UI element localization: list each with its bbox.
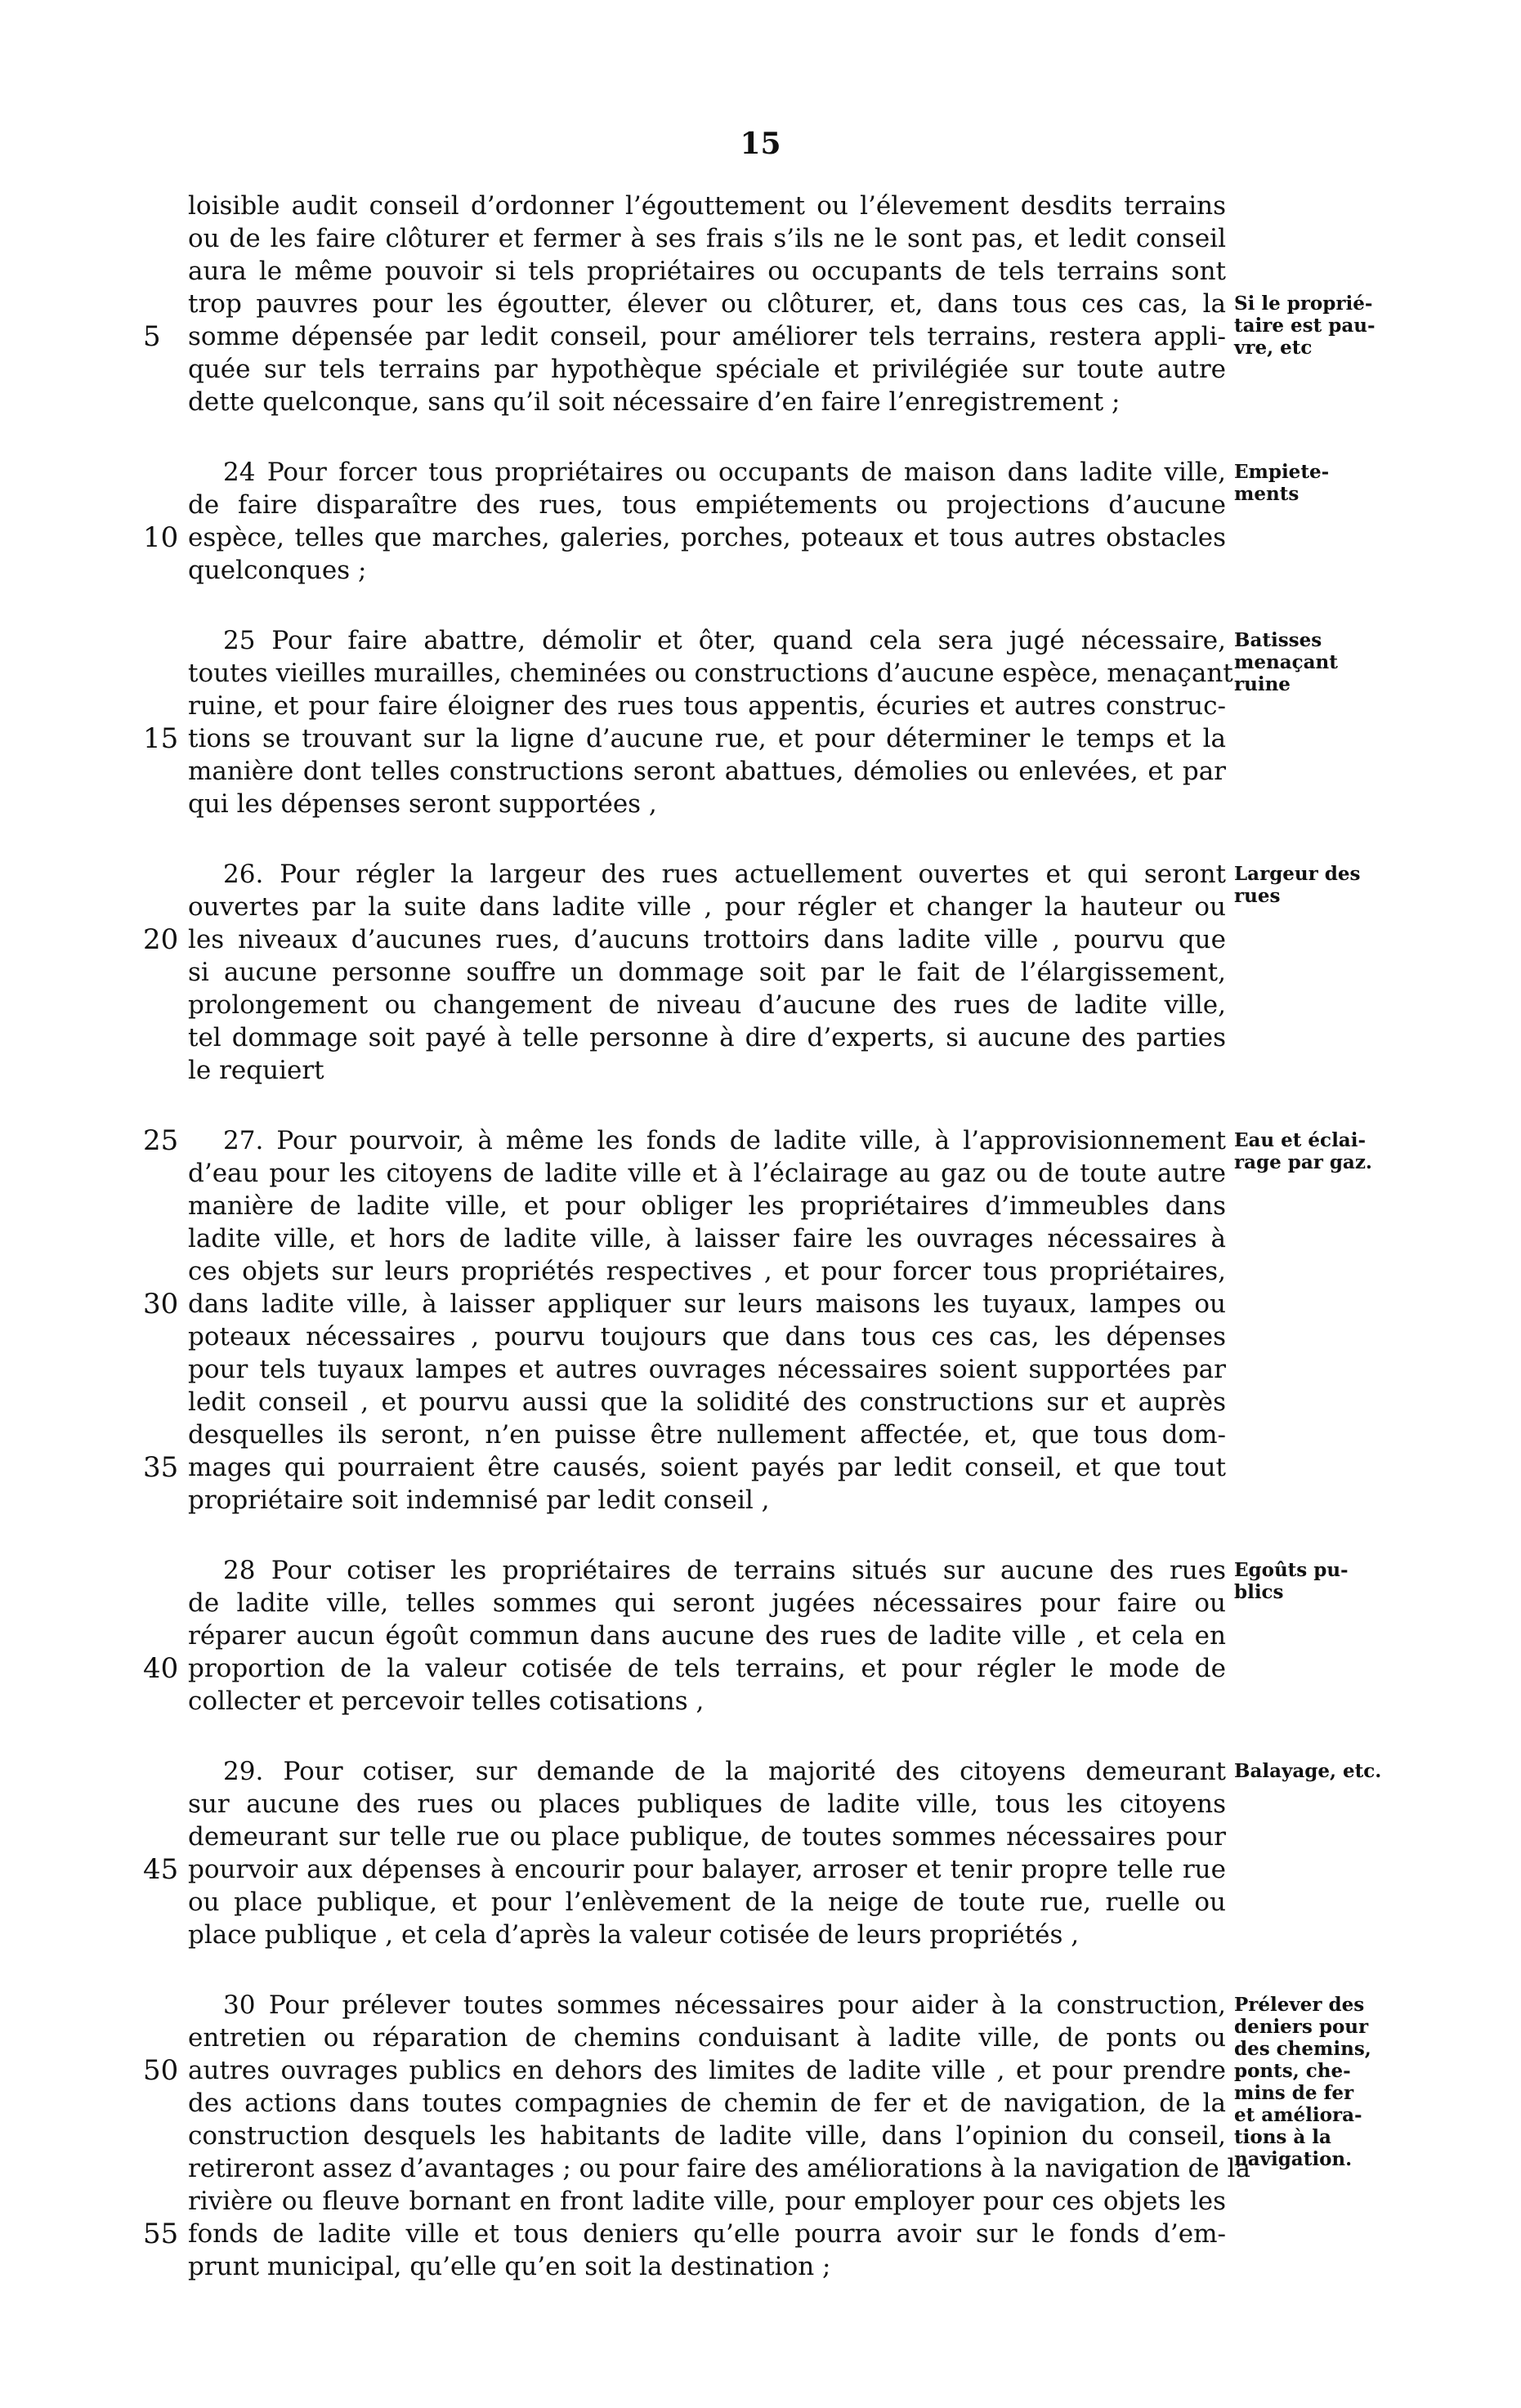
text-line — [188, 489, 1226, 521]
text-line — [188, 1054, 1226, 1087]
margin-note: Eau et éclai- rage par gaz. — [1234, 1129, 1372, 1173]
text-line — [188, 1755, 1226, 1788]
line-text: autres ouvrages publics en dehors des limites de ladite ville , et pour prendre — [188, 2056, 1226, 2085]
line-text: ou de les faire clôturer et fermer à ses frais s’ils ne le sont pas, et ledit conseil — [188, 224, 1226, 253]
line-text: retireront assez d’avantages ; ou pour faire des améliorations à la navigation de la — [188, 2154, 1250, 2183]
line-number: 20 — [143, 923, 179, 956]
line-text: quée sur tels terrains par hypothèque spéciale et privilégiée sur toute autre — [188, 355, 1226, 384]
line-text: 28 Pour cotiser les propriétaires de terrains situés sur aucune des rues — [223, 1556, 1226, 1585]
line-text: manière de ladite ville, et pour obliger les propriétaires d’immeubles dans — [188, 1191, 1226, 1221]
text-line — [188, 1587, 1226, 1619]
line-text: ladite ville, et hors de ladite ville, à laisser faire les ouvrages nécessaires à — [188, 1224, 1226, 1253]
line-number: 50 — [143, 2054, 179, 2087]
line-text: prunt municipal, qu’elle qu’en soit la destination ; — [188, 2252, 831, 2281]
text-line — [188, 1021, 1226, 1054]
text-line — [143, 2054, 1226, 2087]
text-line — [188, 1255, 1226, 1288]
line-text: sur aucune des rues ou places publiques de ladite ville, tous les citoyens — [188, 1789, 1226, 1819]
line-text: d’eau pour les citoyens de ladite ville et à l’éclairage au gaz ou de toute autre — [188, 1159, 1226, 1188]
text-line — [188, 1554, 1226, 1587]
line-text: demeurant sur telle rue ou place publique, de toutes sommes nécessaires pour — [188, 1822, 1226, 1852]
margin-note: Largeur des rues — [1234, 863, 1361, 907]
line-text: loisible audit conseil d’ordonner l’égouttement ou l’élevement desdits terrains — [188, 191, 1226, 221]
paragraph — [143, 1755, 1226, 1951]
text-line — [188, 2250, 1226, 2283]
margin-note: Egoûts pu- blics — [1234, 1559, 1349, 1603]
text-line — [188, 2185, 1226, 2218]
text-line — [188, 1418, 1226, 1451]
text-line — [188, 2087, 1226, 2120]
text-line — [143, 320, 1226, 353]
text-line — [143, 1124, 1226, 1157]
text-line — [188, 2152, 1250, 2185]
text-line — [188, 690, 1226, 722]
paragraph — [143, 456, 1226, 587]
text-line — [188, 1886, 1226, 1919]
line-text: de faire disparaître des rues, tous empiétements ou projections d’aucune — [188, 490, 1226, 520]
line-text: 29. Pour cotiser, sur demande de la majorité des citoyens demeurant — [223, 1757, 1226, 1786]
line-text: quelconques ; — [188, 556, 367, 585]
line-number: 35 — [143, 1451, 179, 1484]
text-line — [188, 1484, 1226, 1517]
line-text: espèce, telles que marches, galeries, porches, poteaux et tous autres obstacles — [188, 523, 1226, 552]
text-line — [143, 923, 1226, 956]
line-text: 25 Pour faire abattre, démolir et ôter, quand cela sera jugé nécessaire, — [223, 626, 1226, 655]
line-number: 30 — [143, 1288, 179, 1320]
text-line — [188, 456, 1226, 489]
line-text: 24 Pour forcer tous propriétaires ou occupants de maison dans ladite ville, — [223, 458, 1226, 487]
text-line — [188, 554, 1226, 587]
paragraph — [143, 1554, 1226, 1718]
line-text: qui les dépenses seront supportées , — [188, 789, 657, 819]
line-text: poteaux nécessaires , pourvu toujours que dans tous ces cas, les dépenses — [188, 1322, 1226, 1351]
text-line — [188, 1222, 1226, 1255]
line-text: place publique , et cela d’après la valeur cotisée de leurs propriétés , — [188, 1920, 1080, 1950]
text-line — [143, 1451, 1226, 1484]
line-text: les niveaux d’aucunes rues, d’aucuns trottoirs dans ladite ville , pourvu que — [188, 925, 1226, 954]
text-line — [188, 1788, 1226, 1821]
text-line — [188, 1989, 1226, 2022]
line-text: de ladite ville, telles sommes qui seront jugées nécessaires pour faire ou — [188, 1588, 1226, 1618]
text-line — [188, 288, 1226, 320]
paragraph — [143, 190, 1226, 418]
text-line — [188, 353, 1226, 386]
line-text: tel dommage soit payé à telle personne à dire d’experts, si aucune des parties — [188, 1023, 1226, 1052]
margin-note: Prélever des deniers pour des chemins, ponts, che- mins de fer et améliora- tions à la navigation. — [1234, 1994, 1371, 2170]
text-line — [188, 1919, 1226, 1951]
text-line — [188, 1190, 1226, 1222]
line-text: proportion de la valeur cotisée de tels terrains, et pour régler le mode de — [188, 1654, 1226, 1683]
text-line — [188, 1386, 1226, 1418]
text-line — [143, 2218, 1226, 2250]
text-line — [188, 2022, 1226, 2054]
line-number: 15 — [143, 722, 179, 755]
line-text: entretien ou réparation de chemins conduisant à ladite ville, de ponts ou — [188, 2023, 1226, 2053]
text-line — [143, 521, 1226, 554]
line-text: mages qui pourraient être causés, soient payés par ledit conseil, et que tout — [188, 1453, 1226, 1482]
text-line — [188, 956, 1226, 989]
paragraph — [143, 858, 1226, 1087]
line-text: 30 Pour prélever toutes sommes nécessaires pour aider à la construction, — [223, 1990, 1226, 2020]
line-text: réparer aucun égoût commun dans aucune des rues de ladite ville , et cela en — [188, 1621, 1226, 1651]
line-text: somme dépensée par ledit conseil, pour améliorer tels terrains, restera appli- — [188, 322, 1226, 351]
line-text: manière dont telles constructions seront abattues, démolies ou enlevées, et par — [188, 757, 1226, 786]
line-text: dette quelconque, sans qu’il soit nécessaire d’en faire l’enregistrement ; — [188, 387, 1121, 417]
line-text: pourvoir aux dépenses à encourir pour balayer, arroser et tenir propre telle rue — [188, 1855, 1226, 1884]
text-line — [188, 1821, 1226, 1853]
text-line — [188, 222, 1226, 255]
line-number: 10 — [143, 521, 179, 554]
text-line — [188, 891, 1226, 923]
text-line — [188, 1353, 1226, 1386]
text-line — [143, 1853, 1226, 1886]
text-line — [188, 1685, 1226, 1718]
line-text: trop pauvres pour les égoutter, élever ou clôturer, et, dans tous ces cas, la — [188, 289, 1226, 319]
text-line — [188, 755, 1226, 788]
line-text: toutes vieilles murailles, cheminées ou constructions d’aucune espèce, menaçant — [188, 659, 1233, 688]
line-text: 26. Pour régler la largeur des rues actuellement ouvertes et qui seront — [223, 860, 1226, 889]
text-line — [188, 386, 1226, 418]
line-text: 27. Pour pourvoir, à même les fonds de ladite ville, à l’approvisionnement — [223, 1126, 1226, 1155]
line-number: 5 — [143, 320, 161, 353]
text-line — [188, 989, 1226, 1021]
line-text: si aucune personne souffre un dommage soit par le fait de l’élargissement, — [188, 958, 1226, 987]
line-text: construction desquels les habitants de ladite ville, dans l’opinion du conseil, — [188, 2121, 1226, 2151]
line-text: aura le même pouvoir si tels propriétaires ou occupants de tels terrains sont — [188, 257, 1226, 286]
paragraph — [143, 624, 1233, 820]
line-number: 45 — [143, 1853, 179, 1886]
text-line — [188, 657, 1233, 690]
line-text: dans ladite ville, à laisser appliquer sur leurs maisons les tuyaux, lampes ou — [188, 1289, 1226, 1319]
line-text: ledit conseil , et pourvu aussi que la solidité des constructions sur et auprès — [188, 1387, 1226, 1417]
line-text: pour tels tuyaux lampes et autres ouvrages nécessaires soient supportées par — [188, 1355, 1226, 1384]
line-text: rivière ou fleuve bornant en front ladite ville, pour employer pour ces objets les — [188, 2187, 1226, 2216]
text-line — [188, 1320, 1226, 1353]
line-number: 25 — [143, 1124, 179, 1157]
paragraph — [143, 1989, 1250, 2283]
margin-note: Batisses menaçant ruine — [1234, 629, 1338, 695]
text-line — [188, 190, 1226, 222]
line-text: desquelles ils seront, n’en puisse être nullement affectée, et, que tous dom- — [188, 1420, 1226, 1450]
line-text: ouvertes par la suite dans ladite ville , pour régler et changer la hauteur ou — [188, 892, 1226, 922]
line-text: ces objets sur leurs propriétés respectives , et pour forcer tous propriétaires, — [188, 1257, 1226, 1286]
text-line — [143, 722, 1226, 755]
paragraph — [143, 1124, 1226, 1517]
text-line — [143, 1288, 1226, 1320]
page-number: 15 — [740, 127, 781, 161]
line-text: propriétaire soit indemnisé par ledit conseil , — [188, 1485, 770, 1515]
text-line — [188, 858, 1226, 891]
margin-note: Balayage, etc. — [1234, 1760, 1382, 1782]
text-line — [188, 2120, 1226, 2152]
text-line — [188, 1619, 1226, 1652]
document-body — [143, 190, 1250, 2321]
line-text: collecter et percevoir telles cotisations , — [188, 1686, 705, 1716]
line-text: fonds de ladite ville et tous deniers qu’elle pourra avoir sur le fonds d’em- — [188, 2219, 1226, 2249]
text-line — [188, 788, 1226, 820]
line-number: 55 — [143, 2218, 179, 2250]
line-text: ou place publique, et pour l’enlèvement de la neige de toute rue, ruelle ou — [188, 1888, 1226, 1917]
line-text: ruine, et pour faire éloigner des rues tous appentis, écuries et autres construc- — [188, 691, 1226, 721]
line-text: des actions dans toutes compagnies de chemin de fer et de navigation, de la — [188, 2089, 1226, 2118]
line-text: le requiert — [188, 1056, 324, 1085]
line-text: tions se trouvant sur la ligne d’aucune rue, et pour déterminer le temps et la — [188, 724, 1226, 753]
line-number: 40 — [143, 1652, 179, 1685]
text-line — [188, 624, 1226, 657]
text-line — [188, 1157, 1226, 1190]
text-line — [143, 1652, 1226, 1685]
margin-note: Empiete- ments — [1234, 461, 1330, 505]
margin-note: Si le proprié- taire est pau- vre, etc — [1234, 293, 1376, 359]
text-line — [188, 255, 1226, 288]
line-text: prolongement ou changement de niveau d’aucune des rues de ladite ville, — [188, 990, 1226, 1020]
